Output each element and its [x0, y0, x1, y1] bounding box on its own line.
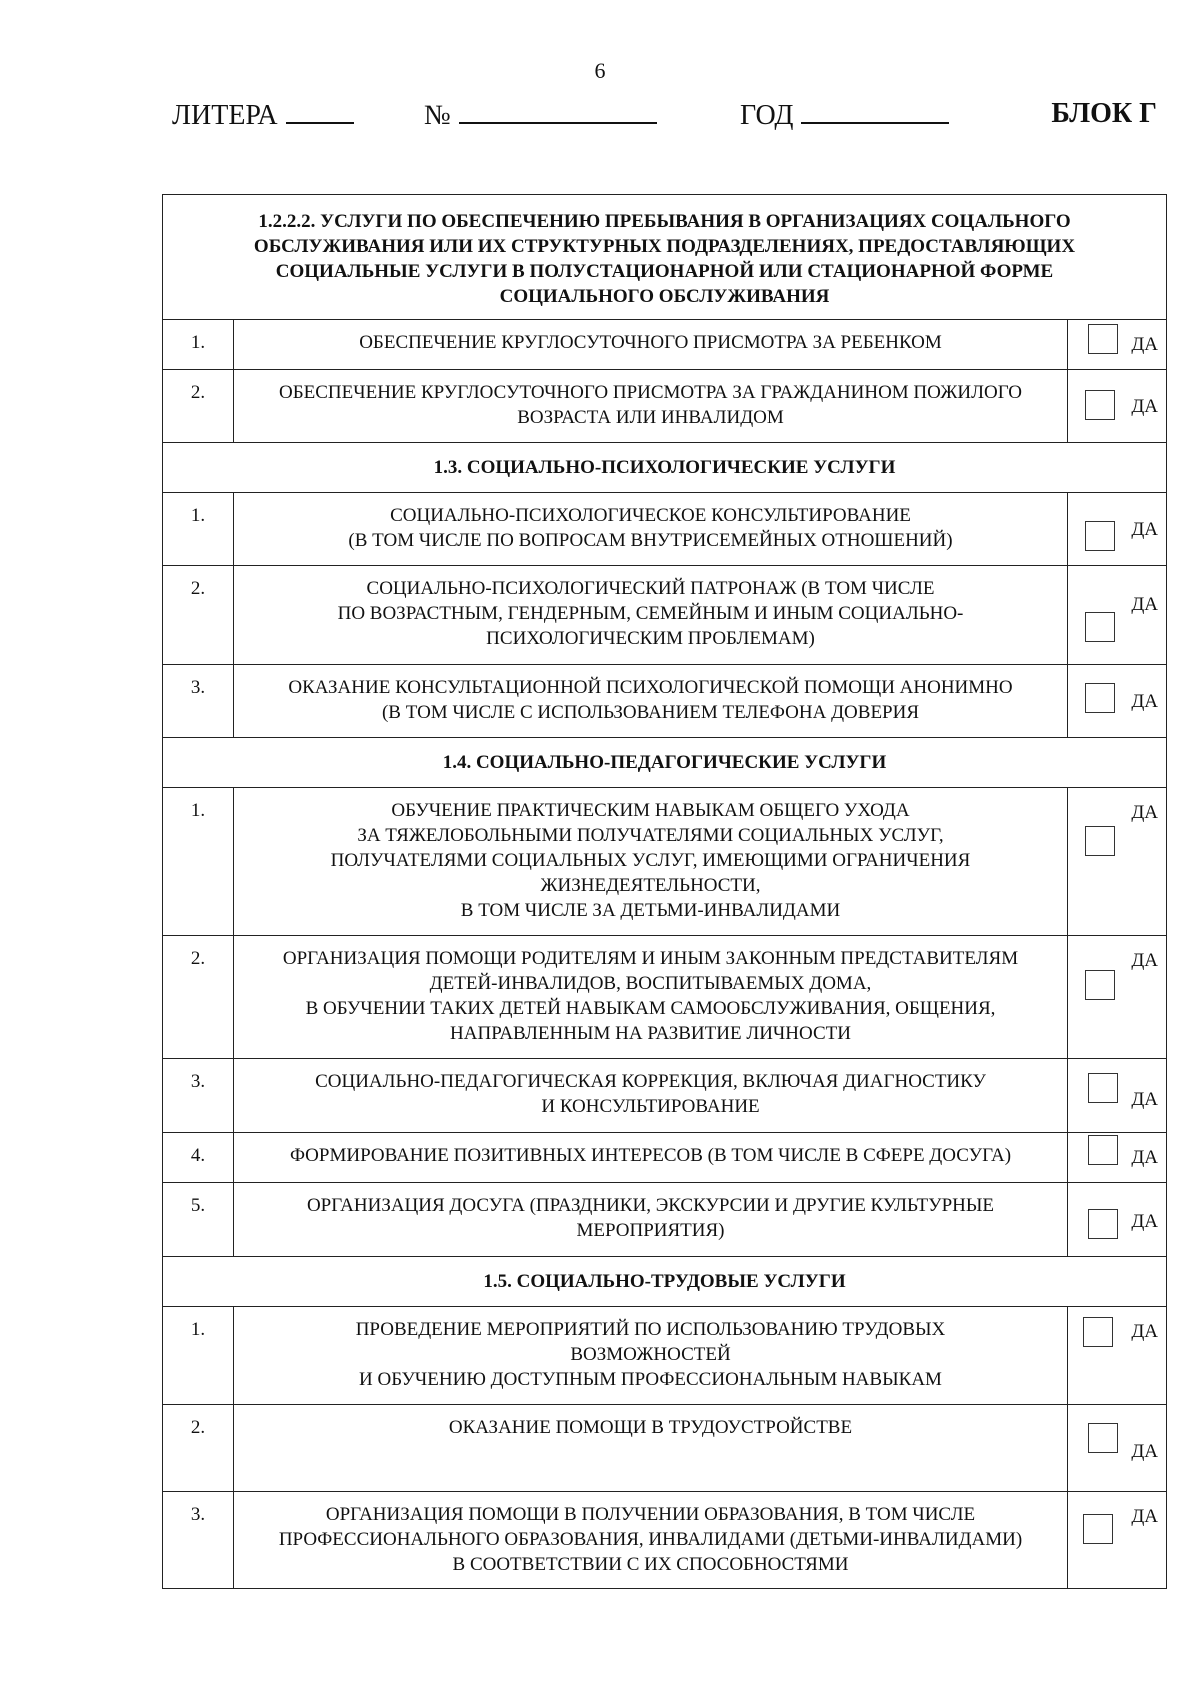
- table-row: [163, 370, 1167, 443]
- yes-checkbox[interactable]: [1088, 1423, 1118, 1453]
- yes-option: [1068, 1307, 1167, 1405]
- item-number: 3.: [163, 1492, 234, 1589]
- yes-label: ДА: [1131, 1321, 1158, 1342]
- page-number: 6: [594, 58, 606, 83]
- litera-label: ЛИТЕРА: [172, 100, 278, 131]
- item-text: ОРГАНИЗАЦИЯ ПОМОЩИ В ПОЛУЧЕНИИ ОБРАЗОВАНИЯ, В ТОМ ЧИСЛЕ ПРОФЕССИОНАЛЬНОГО ОБРАЗОВАНИЯ, ИНВАЛИДАМИ (ДЕТЬМИ-ИНВАЛИДАМИ) В СООТВЕТСТВИИ С ИХ СПОСОБНОСТЯМИ: [234, 1492, 1068, 1589]
- number-field[interactable]: [424, 98, 657, 132]
- section-header-row: [163, 738, 1167, 788]
- item-number: 1.: [163, 1307, 234, 1405]
- yes-label: ДА: [1131, 1441, 1158, 1462]
- yes-option: [1068, 936, 1167, 1059]
- table-row: [163, 566, 1167, 665]
- yes-option: [1068, 566, 1167, 665]
- item-number: 1.: [163, 320, 234, 370]
- yes-option: [1068, 1133, 1167, 1183]
- yes-label: ДА: [1131, 1147, 1158, 1168]
- yes-option: [1068, 665, 1167, 738]
- table-row: [163, 665, 1167, 738]
- table-row: [163, 936, 1167, 1059]
- section-header-row: [163, 195, 1167, 320]
- section-header-row: [163, 443, 1167, 493]
- block-label: БЛОК Г: [1051, 98, 1157, 129]
- table-row: [163, 1059, 1167, 1133]
- yes-option: [1068, 320, 1167, 370]
- item-text: ПРОВЕДЕНИЕ МЕРОПРИЯТИЙ ПО ИСПОЛЬЗОВАНИЮ ТРУДОВЫХ ВОЗМОЖНОСТЕЙ И ОБУЧЕНИЮ ДОСТУПНЫМ ПРОФЕССИОНАЛЬНЫМ НАВЫКАМ: [234, 1307, 1068, 1405]
- section-header-row: [163, 1257, 1167, 1307]
- yes-label: ДА: [1131, 334, 1158, 355]
- table-row: [163, 1405, 1167, 1492]
- yes-label: ДА: [1131, 950, 1158, 971]
- yes-checkbox[interactable]: [1088, 324, 1118, 354]
- number-label: №: [424, 100, 451, 131]
- item-number: 3.: [163, 665, 234, 738]
- yes-checkbox[interactable]: [1085, 826, 1115, 856]
- yes-checkbox[interactable]: [1085, 390, 1115, 420]
- item-number: 4.: [163, 1133, 234, 1183]
- item-number: 2.: [163, 370, 234, 443]
- item-text: ОКАЗАНИЕ КОНСУЛЬТАЦИОННОЙ ПСИХОЛОГИЧЕСКОЙ ПОМОЩИ АНОНИМНО (В ТОМ ЧИСЛЕ С ИСПОЛЬЗОВАНИЕМ ТЕЛЕФОНА ДОВЕРИЯ: [234, 665, 1068, 738]
- item-text: ОКАЗАНИЕ ПОМОЩИ В ТРУДОУСТРОЙСТВЕ: [234, 1405, 1068, 1492]
- table-row: [163, 1307, 1167, 1405]
- number-blank[interactable]: [459, 98, 657, 124]
- item-text: ОРГАНИЗАЦИЯ ДОСУГА (ПРАЗДНИКИ, ЭКСКУРСИИ И ДРУГИЕ КУЛЬТУРНЫЕ МЕРОПРИЯТИЯ): [234, 1183, 1068, 1257]
- yes-option: [1068, 1059, 1167, 1133]
- item-number: 2.: [163, 936, 234, 1059]
- year-field[interactable]: [740, 98, 949, 132]
- item-text: ФОРМИРОВАНИЕ ПОЗИТИВНЫХ ИНТЕРЕСОВ (В ТОМ ЧИСЛЕ В СФЕРЕ ДОСУГА): [234, 1133, 1068, 1183]
- table-row: [163, 320, 1167, 370]
- yes-checkbox[interactable]: [1085, 970, 1115, 1000]
- table-row: [163, 493, 1167, 566]
- item-text: ОРГАНИЗАЦИЯ ПОМОЩИ РОДИТЕЛЯМ И ИНЫМ ЗАКОННЫМ ПРЕДСТАВИТЕЛЯМ ДЕТЕЙ-ИНВАЛИДОВ, ВОСПИТЫВАЕМЫХ ДОМА, В ОБУЧЕНИИ ТАКИХ ДЕТЕЙ НАВЫКАМ САМООБСЛУЖИВАНИЯ, ОБЩЕНИЯ, НАПРАВЛЕННЫМ НА РАЗВИТИЕ ЛИЧНОСТИ: [234, 936, 1068, 1059]
- item-text: ОБЕСПЕЧЕНИЕ КРУГЛОСУТОЧНОГО ПРИСМОТРА ЗА ГРАЖДАНИНОМ ПОЖИЛОГО ВОЗРАСТА ИЛИ ИНВАЛИДОМ: [234, 370, 1068, 443]
- section-title: 1.5. СОЦИАЛЬНО-ТРУДОВЫЕ УСЛУГИ: [163, 1257, 1167, 1307]
- yes-checkbox[interactable]: [1085, 612, 1115, 642]
- yes-label: ДА: [1131, 1089, 1158, 1110]
- yes-label: ДА: [1131, 519, 1158, 540]
- yes-label: ДА: [1131, 802, 1158, 823]
- item-number: 2.: [163, 1405, 234, 1492]
- table-row: [163, 1133, 1167, 1183]
- table-row: [163, 788, 1167, 936]
- yes-label: ДА: [1131, 594, 1158, 615]
- yes-label: ДА: [1131, 396, 1158, 417]
- section-title: 1.4. СОЦИАЛЬНО-ПЕДАГОГИЧЕСКИЕ УСЛУГИ: [163, 738, 1167, 788]
- item-number: 1.: [163, 788, 234, 936]
- yes-label: ДА: [1131, 691, 1158, 712]
- section-title: 1.2.2.2. УСЛУГИ ПО ОБЕСПЕЧЕНИЮ ПРЕБЫВАНИЯ В ОРГАНИЗАЦИЯХ СОЦАЛЬНОГО ОБСЛУЖИВАНИЯ ИЛИ ИХ СТРУКТУРНЫХ ПОДРАЗДЕЛЕНИЯХ, ПРЕДОСТАВЛЯЮЩИХ СОЦИАЛЬНЫЕ УСЛУГИ В ПОЛУСТАЦИОНАРНОЙ ИЛИ СТАЦИОНАРНОЙ ФОРМЕ СОЦИАЛЬНОГО ОБСЛУЖИВАНИЯ: [163, 195, 1167, 320]
- section-title: 1.3. СОЦИАЛЬНО-ПСИХОЛОГИЧЕСКИЕ УСЛУГИ: [163, 443, 1167, 493]
- litera-field[interactable]: [172, 98, 354, 132]
- litera-blank[interactable]: [286, 98, 354, 124]
- item-number: 3.: [163, 1059, 234, 1133]
- year-label: ГОД: [740, 100, 794, 131]
- yes-option: [1068, 1492, 1167, 1589]
- table-row: [163, 1492, 1167, 1589]
- yes-checkbox[interactable]: [1088, 1209, 1118, 1239]
- item-text: ОБЕСПЕЧЕНИЕ КРУГЛОСУТОЧНОГО ПРИСМОТРА ЗА РЕБЕНКОМ: [234, 320, 1068, 370]
- yes-checkbox[interactable]: [1085, 683, 1115, 713]
- yes-checkbox[interactable]: [1088, 1073, 1118, 1103]
- yes-label: ДА: [1131, 1211, 1158, 1232]
- yes-option: [1068, 493, 1167, 566]
- item-text: ОБУЧЕНИЕ ПРАКТИЧЕСКИМ НАВЫКАМ ОБЩЕГО УХОДА ЗА ТЯЖЕЛОБОЛЬНЫМИ ПОЛУЧАТЕЛЯМИ СОЦИАЛЬНЫХ УСЛУГ, ПОЛУЧАТЕЛЯМИ СОЦИАЛЬНЫХ УСЛУГ, ИМЕЮЩИМИ ОГРАНИЧЕНИЯ ЖИЗНЕДЕЯТЕЛЬНОСТИ, В ТОМ ЧИСЛЕ ЗА ДЕТЬМИ-ИНВАЛИДАМИ: [234, 788, 1068, 936]
- item-number: 1.: [163, 493, 234, 566]
- yes-option: [1068, 370, 1167, 443]
- item-number: 5.: [163, 1183, 234, 1257]
- yes-option: [1068, 1183, 1167, 1257]
- item-text: СОЦИАЛЬНО-ПСИХОЛОГИЧЕСКОЕ КОНСУЛЬТИРОВАНИЕ (В ТОМ ЧИСЛЕ ПО ВОПРОСАМ ВНУТРИСЕМЕЙНЫХ ОТНОШЕНИЙ): [234, 493, 1068, 566]
- form-header: [172, 98, 1157, 132]
- year-blank[interactable]: [801, 98, 949, 124]
- yes-option: [1068, 1405, 1167, 1492]
- yes-option: [1068, 788, 1167, 936]
- yes-checkbox[interactable]: [1085, 521, 1115, 551]
- item-text: СОЦИАЛЬНО-ПЕДАГОГИЧЕСКАЯ КОРРЕКЦИЯ, ВКЛЮЧАЯ ДИАГНОСТИКУ И КОНСУЛЬТИРОВАНИЕ: [234, 1059, 1068, 1133]
- services-table: [162, 194, 1167, 1589]
- item-number: 2.: [163, 566, 234, 665]
- yes-checkbox[interactable]: [1083, 1514, 1113, 1544]
- yes-checkbox[interactable]: [1088, 1135, 1118, 1165]
- item-text: СОЦИАЛЬНО-ПСИХОЛОГИЧЕСКИЙ ПАТРОНАЖ (В ТОМ ЧИСЛЕ ПО ВОЗРАСТНЫМ, ГЕНДЕРНЫМ, СЕМЕЙНЫМ И ИНЫМ СОЦИАЛЬНО- ПСИХОЛОГИЧЕСКИМ ПРОБЛЕМАМ): [234, 566, 1068, 665]
- yes-checkbox[interactable]: [1083, 1317, 1113, 1347]
- table-row: [163, 1183, 1167, 1257]
- yes-label: ДА: [1131, 1506, 1158, 1527]
